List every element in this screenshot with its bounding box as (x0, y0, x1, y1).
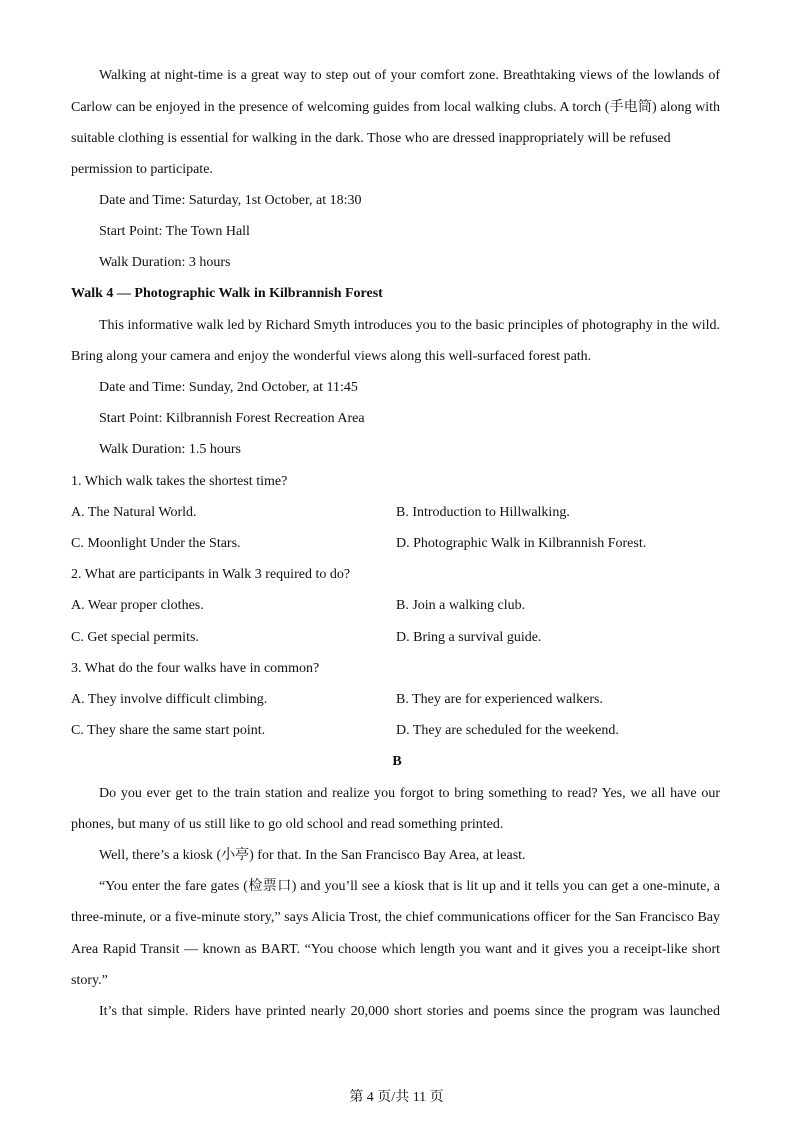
paragraph-line: Bring along your camera and enjoy the wonderful views along this well-surfaced forest path. (71, 349, 592, 364)
walk4-date-time: Date and Time: Sunday, 2nd October, at 11:45 (99, 380, 358, 395)
walk4-title: Walk 4 — Photographic Walk in Kilbrannish Forest (71, 286, 383, 301)
question-stem: 3. What do the four walks have in common? (71, 661, 320, 676)
paragraph-line: This informative walk led by Richard Smyth introduces you to the basic principles of photography in the wild. (99, 318, 720, 333)
walk4-duration: Walk Duration: 1.5 hours (99, 442, 241, 457)
option-d: D. They are scheduled for the weekend. (396, 723, 619, 738)
paragraph-line: suitable clothing is essential for walking in the dark. Those who are dressed inappropriately will be refused (71, 131, 671, 146)
paragraph-line: Carlow can be enjoyed in the presence of welcoming guides from local walking clubs. A torch (手电筒) along with (71, 100, 720, 115)
option-c: C. Moonlight Under the Stars. (71, 536, 241, 551)
paragraph-line: three-minute, or a five-minute story,” says Alicia Trost, the chief communications officer for the San Francisco Bay (71, 910, 720, 925)
paragraph-line: “You enter the fare gates (检票口) and you’ll see a kiosk that is lit up and it tells you can get a one-minute, a (99, 879, 720, 894)
walk4-start-point: Start Point: Kilbrannish Forest Recreation Area (99, 411, 365, 426)
paragraph-line: phones, but many of us still like to go old school and read something printed. (71, 817, 504, 832)
paragraph-line: permission to participate. (71, 162, 213, 177)
walk3-start-point: Start Point: The Town Hall (99, 224, 250, 239)
option-a: A. They involve difficult climbing. (71, 692, 268, 707)
option-d: D. Photographic Walk in Kilbrannish Forest. (396, 536, 647, 551)
paragraph-line: Walking at night-time is a great way to step out of your comfort zone. Breathtaking views of the lowlands of (99, 68, 720, 83)
option-d: D. Bring a survival guide. (396, 630, 542, 645)
question-stem: 2. What are participants in Walk 3 required to do? (71, 567, 351, 582)
option-c: C. Get special permits. (71, 630, 199, 645)
option-a: A. The Natural World. (71, 505, 197, 520)
option-b: B. Introduction to Hillwalking. (396, 505, 570, 520)
option-a: A. Wear proper clothes. (71, 598, 204, 613)
paragraph-line: It’s that simple. Riders have printed nearly 20,000 short stories and poems since the program was launched (99, 1004, 720, 1019)
paragraph-line: Do you ever get to the train station and realize you forgot to bring something to read? Yes, we all have our (99, 786, 720, 801)
question-stem: 1. Which walk takes the shortest time? (71, 474, 288, 489)
option-b: B. Join a walking club. (396, 598, 526, 613)
walk3-date-time: Date and Time: Saturday, 1st October, at 18:30 (99, 193, 362, 208)
section-heading: B (392, 754, 402, 769)
walk3-duration: Walk Duration: 3 hours (99, 255, 231, 270)
option-c: C. They share the same start point. (71, 723, 266, 738)
paragraph-line: Area Rapid Transit — known as BART. “You choose which length you want and it gives you a receipt-like short (71, 942, 720, 957)
paragraph-line: story.” (71, 973, 108, 988)
page-number: 第 4 页/共 11 页 (349, 1090, 444, 1105)
option-b: B. They are for experienced walkers. (396, 692, 603, 707)
paragraph-line: Well, there’s a kiosk (小亭) for that. In the San Francisco Bay Area, at least. (99, 848, 526, 863)
